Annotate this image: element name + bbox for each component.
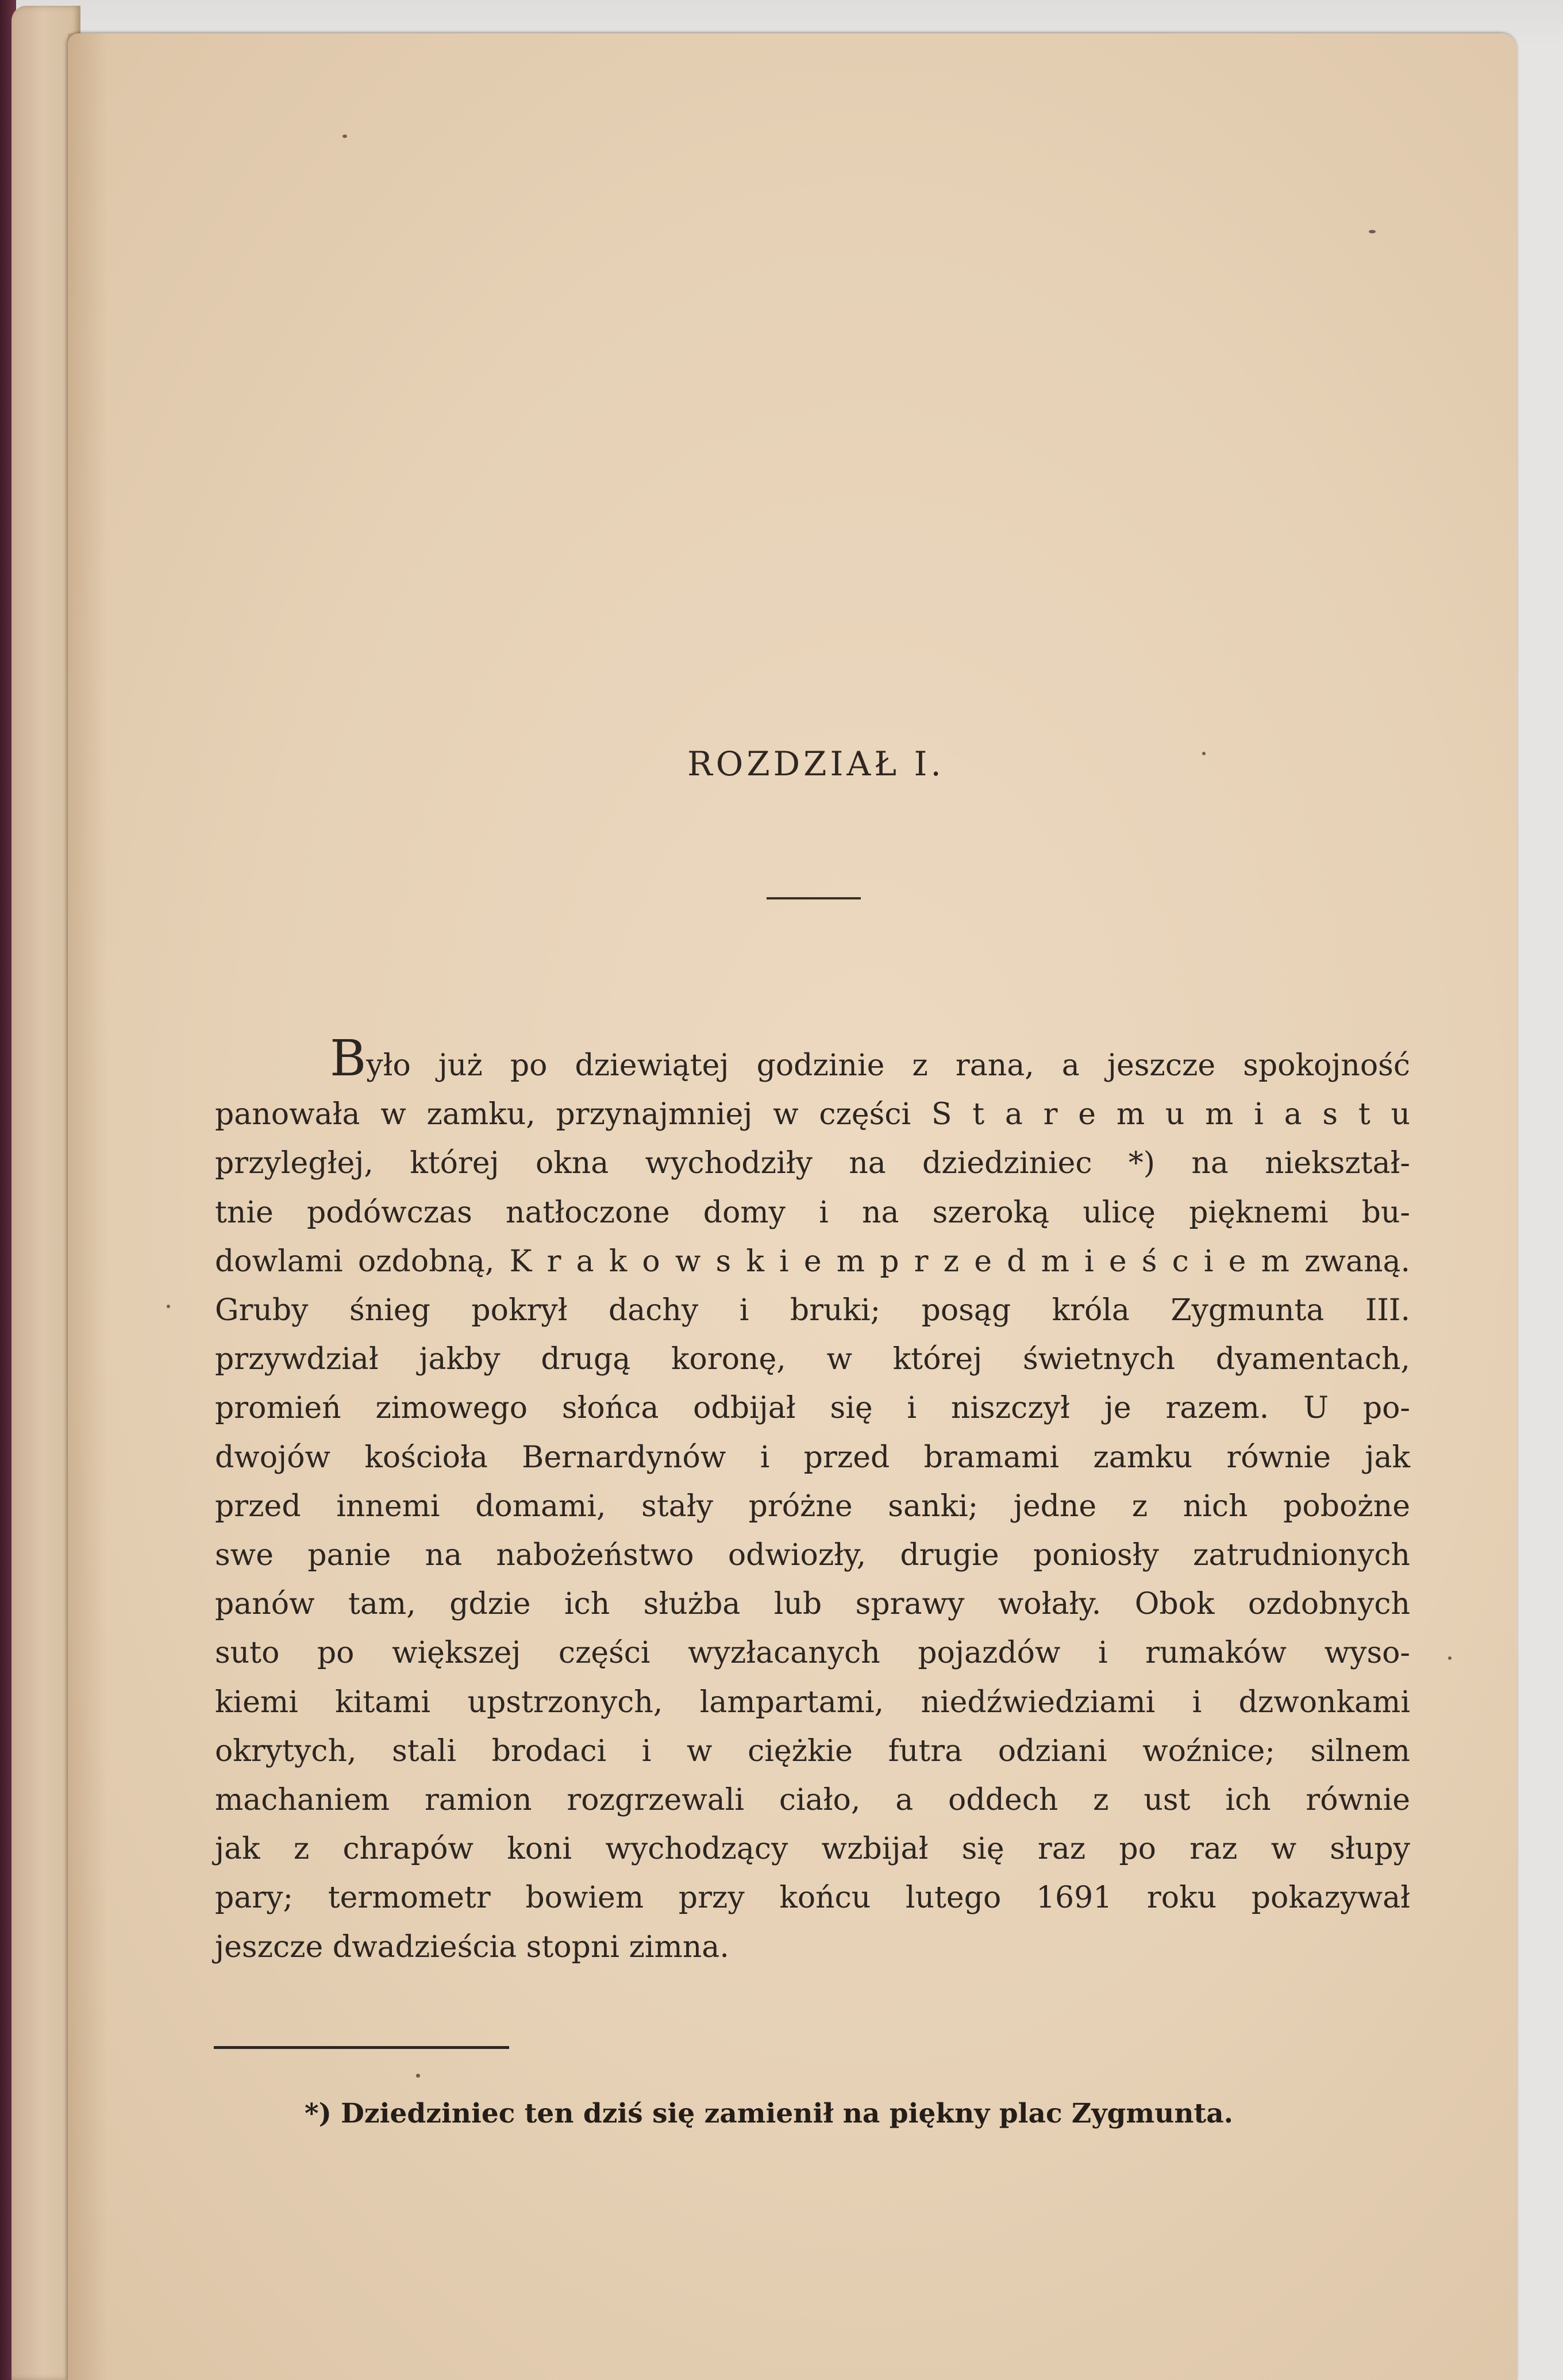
text-line: tnie podówczas natłoczone domy i na szeroką ulicę pięknemi bu- bbox=[215, 1195, 1410, 1230]
drop-cap: B bbox=[330, 1030, 367, 1087]
text-line: suto po większej części wyzłacanych pojazdów i rumaków wyso- bbox=[215, 1636, 1410, 1671]
page-gutter-shadow bbox=[68, 33, 108, 2380]
paper-speck bbox=[416, 2074, 420, 2078]
text-line: promień zimowego słońca odbijał się i niszczył je razem. U po- bbox=[215, 1391, 1410, 1426]
text-line: panowała w zamku, przynajmniej w części S t a r e m u m i a s t u bbox=[215, 1097, 1410, 1132]
text-line: przywdział jakby drugą koronę, w której świetnych dyamentach, bbox=[215, 1342, 1410, 1377]
paper-speck bbox=[1448, 1656, 1452, 1660]
text-line: Było już po dziewiątej godzinie z rana, a jeszcze spokojność bbox=[330, 1030, 1410, 1087]
text-line: okrytych, stali brodaci i w ciężkie futra odziani woźnice; silnem bbox=[215, 1733, 1410, 1768]
text-line: swe panie na nabożeństwo odwiozły, drugie poniosły zatrudnionych bbox=[215, 1538, 1410, 1573]
text-line: jeszcze dwadzieścia stopni zimna. bbox=[215, 1929, 729, 1964]
text-line: machaniem ramion rozgrzewali ciało, a oddech z ust ich równie bbox=[215, 1783, 1410, 1818]
text-line: jak z chrapów koni wychodzący wzbijał się raz po raz w słupy bbox=[215, 1832, 1410, 1867]
footnote-rule bbox=[214, 2046, 509, 2049]
text-line: przed innemi domami, stały próżne sanki; jedne z nich pobożne bbox=[215, 1489, 1410, 1524]
text-line: dwojów kościoła Bernardynów i przed bramami zamku równie jak bbox=[215, 1440, 1410, 1475]
chapter-paragraph bbox=[215, 1030, 1410, 1972]
chapter-title: ROZDZIAŁ I. bbox=[687, 744, 945, 783]
paper-speck bbox=[167, 1305, 170, 1308]
text-line: Gruby śnieg pokrył dachy i bruki; posąg króla Zygmunta III. bbox=[215, 1293, 1410, 1328]
text-line: przyległej, której okna wychodziły na dziedziniec *) na niekształ- bbox=[215, 1146, 1410, 1181]
text-line: dowlami ozdobną, K r a k o w s k i e m p r z e d m i e ś c i e m zwaną. bbox=[215, 1244, 1410, 1279]
text-line: pary; termometr bowiem przy końcu lutego 1691 roku pokazywał bbox=[215, 1881, 1410, 1916]
paper-speck bbox=[1369, 230, 1376, 233]
footnote: *) Dziedziniec ten dziś się zamienił na piękny plac Zygmunta. bbox=[305, 2098, 1234, 2129]
text-line: panów tam, gdzie ich służba lub sprawy wołały. Obok ozdobnych bbox=[215, 1587, 1410, 1622]
text-line: kiemi kitami upstrzonych, lampartami, niedźwiedziami i dzwonkami bbox=[215, 1685, 1410, 1720]
title-rule bbox=[767, 897, 861, 899]
paper-speck bbox=[342, 134, 347, 138]
